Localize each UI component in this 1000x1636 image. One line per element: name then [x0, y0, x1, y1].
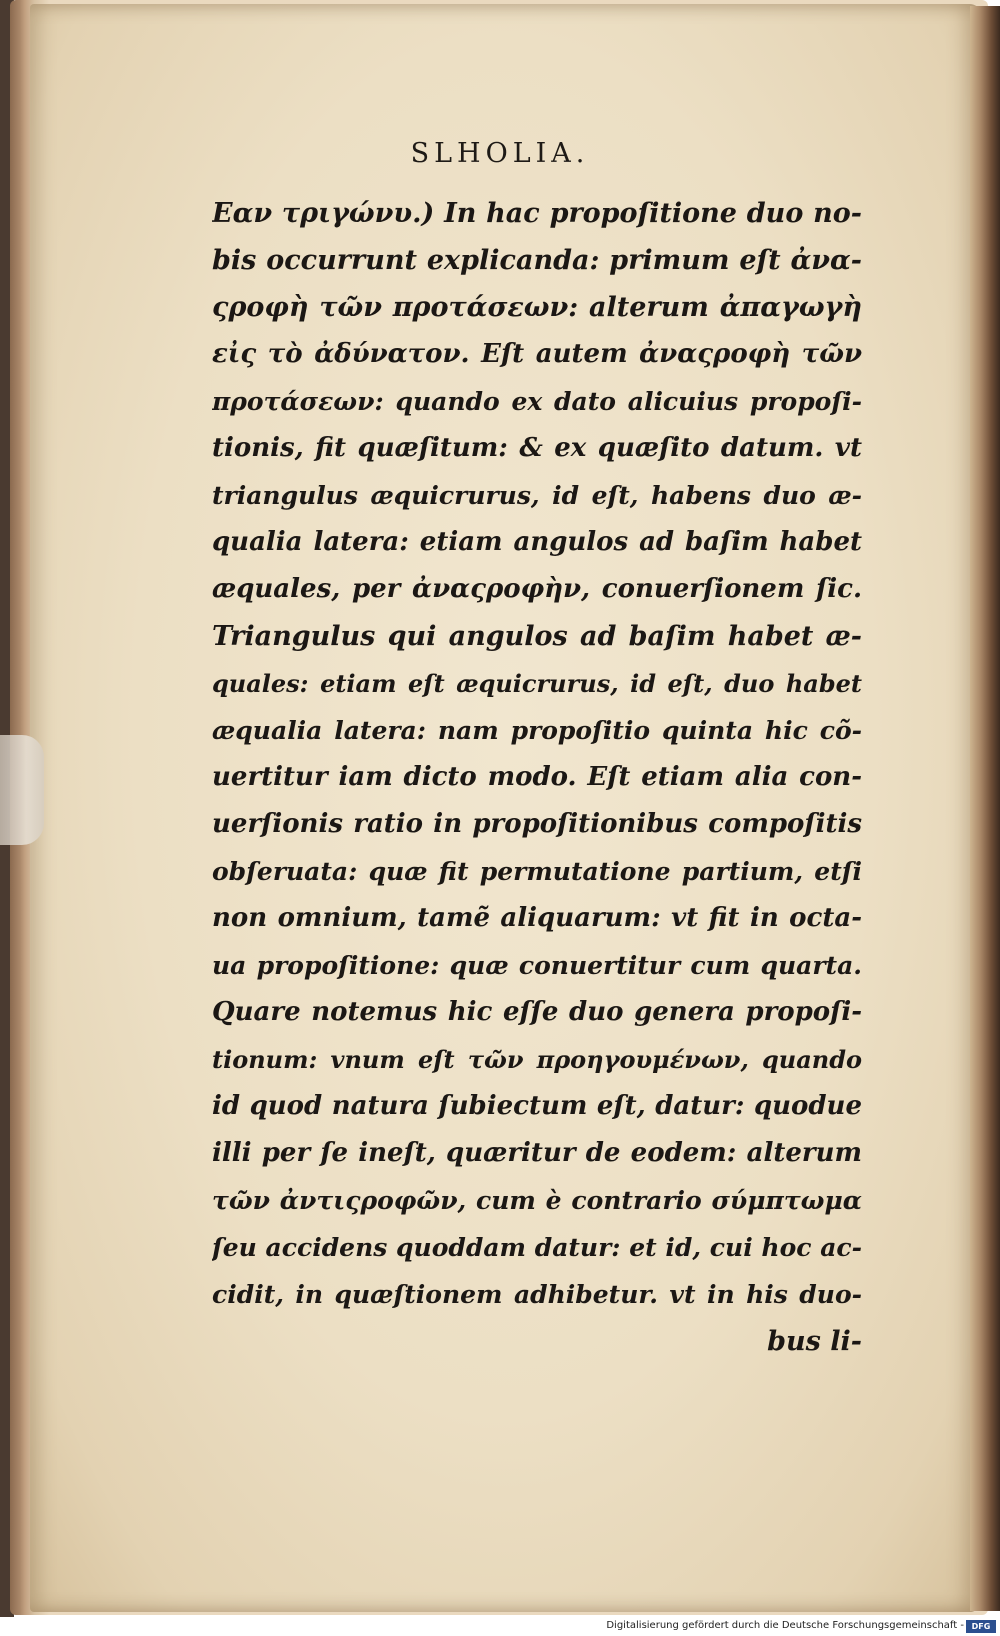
text-line: æqualia latera: nam propoſitio quinta hic cõ- [212, 716, 862, 745]
text-line: ſeu accidens quoddam datur: et id, cui hoc ac- [212, 1233, 862, 1262]
page-heading: SLHOLIA. [410, 138, 590, 169]
text-line: τῶν ἀντιςροφῶν, cum è contrario σύμπτωμα [212, 1186, 862, 1215]
text-line: triangulus æquicrurus, id eſt, habens duo æ- [212, 481, 862, 510]
text-line: æquales, per ἀναςροφὴν, conuerſionem ſic. [212, 574, 862, 604]
footer-bar [0, 1617, 1000, 1636]
text-line: bis occurrunt explicanda: primum eſt ἀνα- [212, 245, 862, 276]
text-line: obſeruata: quæ fit permutatione partium, etſi [212, 857, 862, 886]
text-line: tionum: vnum eſt τῶν προηγουμένων, quando [212, 1045, 862, 1074]
text-line: quales: etiam eſt æquicrurus, id eſt, duo habet [212, 669, 862, 698]
text-line: cidit, in quæſtionem adhibetur. vt in his duo- [212, 1280, 862, 1309]
page-tab [0, 735, 44, 845]
text-line: non omnium, tamẽ aliquarum: vt fit in octa- [212, 903, 862, 933]
funding-credit: Digitalisierung gefördert durch die Deutsche Forschungsgemeinschaft - [606, 1620, 964, 1631]
text-line: ςροφὴ τῶν προτάσεων: alterum ἀπαγωγὴ [212, 292, 862, 323]
catchword: bus li- [767, 1326, 862, 1357]
page-fore-edge [970, 6, 1000, 1611]
text-line: illi per ſe ineſt, quæritur de eodem: alterum [212, 1138, 862, 1168]
dfg-logo: DFG [966, 1620, 996, 1633]
text-line: εἰς τὸ ἀδύνατον. Eſt autem ἀναςροφὴ τῶν [212, 339, 862, 369]
text-line: προτάσεων: quando ex dato alicuius propoſi- [212, 387, 862, 416]
text-line: Quare notemus hic eſſe duo genera propoſi- [212, 997, 862, 1027]
text-line: Εαν τριγώνυ.) In hac propoſitione duo no- [212, 198, 862, 229]
text-line: uertitur iam dicto modo. Eſt etiam alia con- [212, 762, 862, 792]
text-line: Triangulus qui angulos ad baſim habet æ- [212, 621, 862, 652]
body-text [212, 190, 862, 1365]
text-line: uerſionis ratio in propoſitionibus compoſitis [212, 809, 862, 839]
text-line: qualia latera: etiam angulos ad baſim habet [212, 527, 862, 557]
text-line: id quod natura ſubiectum eſt, datur: quodue [212, 1091, 862, 1121]
text-line: tionis, fit quæſitum: & ex quæſito datum. vt [212, 433, 862, 463]
text-line: ua propoſitione: quæ conuertitur cum quarta. [212, 951, 862, 980]
